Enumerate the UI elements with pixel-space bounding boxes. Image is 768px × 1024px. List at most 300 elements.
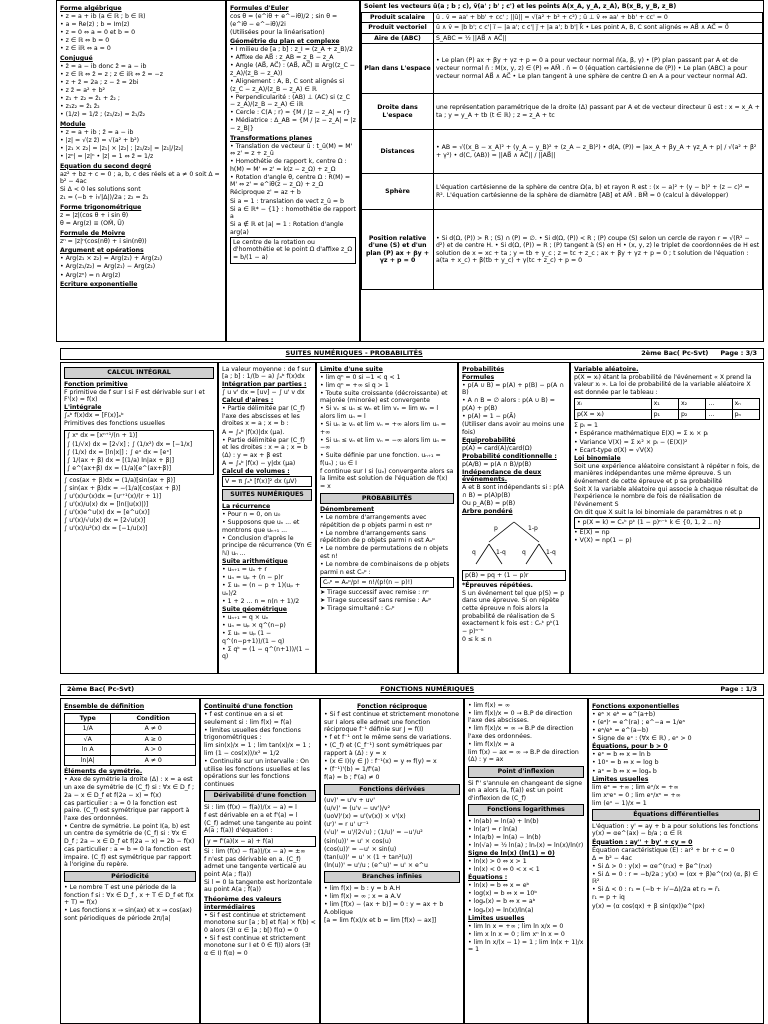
section-title: Fonctions dérivées bbox=[324, 784, 460, 796]
line: • eˣ = b ⇔ x = ln b bbox=[592, 751, 651, 759]
row-content: S_ABC = ½ ||AB⃗ ∧ AC⃗|| bbox=[434, 33, 763, 44]
line: Équations, pour b > 0 bbox=[592, 743, 668, 751]
line: f(a) = b ; f'(a) ≠ 0 bbox=[324, 774, 380, 782]
table-row bbox=[65, 724, 196, 735]
line: • (eᵃ)ʳ = e^(ra) ; e^−a = 1/eᵃ bbox=[592, 719, 685, 727]
table-row bbox=[575, 409, 760, 420]
line: • (C_f) et (C_f⁻¹) sont symétriques par rapport à (Δ) : y = x bbox=[324, 742, 443, 757]
line: A = ∫ₐᵇ |f(x) − y|dx (μa) bbox=[222, 459, 296, 467]
line: • (x ∈ I)(y ∈ J) : f⁻¹(x) = y ⇔ f(y) = x bbox=[324, 757, 437, 765]
line: ➤ Tirage successif sans remise : Aₙᵖ bbox=[320, 596, 432, 604]
line: • Alignement : A, B, C sont alignés si (z_C − z_A)/(z_B − z_A) ∈ ℝ bbox=[230, 78, 345, 93]
line: • uₙ₊₁ = uₙ + r bbox=[222, 566, 267, 573]
col-integral bbox=[60, 362, 218, 674]
line: • Espérance mathématique E(X) = Σ xᵢ × pᵢ bbox=[574, 430, 709, 438]
sheet-integrals-sequences-probability bbox=[0, 348, 768, 674]
line: • z₁z₂ = z̄₁ z̄₂ bbox=[60, 103, 100, 111]
section-title: Fonction réciproque bbox=[357, 703, 427, 710]
line: (uʳ)' = r u' uʳ⁻¹ bbox=[324, 821, 369, 829]
line: • Toute suite croissante (décroissante) et majorée (minorée) est convergente bbox=[320, 389, 448, 405]
tree-label: 1-q bbox=[496, 548, 506, 556]
line: • Si uₙ ≥ vₙ et lim vₙ = +∞ alors lim uₙ = +∞ bbox=[320, 420, 447, 436]
line: Limites usuelles bbox=[592, 775, 649, 783]
row-label: Droite dans L'espace bbox=[362, 94, 434, 130]
line: • ln(x) > 0 ⇔ x > 1 bbox=[468, 858, 527, 866]
row-content: L'équation cartésienne de la sphère de centre Ω(a, b) et rayon R est : (x − a)² + (y − b)² + (z − c)² = R². L'équation cartésienne de la sphère de diamètre [AB] et AM⃗ . BM⃗ = 0 (calcul à développer) bbox=[434, 174, 763, 210]
line: • (f⁻¹)'(b) = 1/f'(a) bbox=[324, 766, 381, 773]
line: • lim ln x = +∞ ; lim ln x/x = 0 bbox=[468, 922, 564, 930]
line: • Le nombre d'arrangements avec répétition de p objets parmi n est nᵖ bbox=[320, 514, 433, 529]
line: ∫ 1/(ax + β) dx = [(1/a) ln|ax + β|] bbox=[67, 456, 175, 464]
table-cell: A ≠ 0 bbox=[111, 755, 196, 766]
line: (uoV)'(x) = u'(v(x)) × v'(x) bbox=[324, 813, 406, 821]
col-exponentials-diff-equations bbox=[588, 698, 764, 1024]
sheet-complex-geometry bbox=[0, 0, 768, 342]
line: lim sin(x)/x = 1 ; lim tan(x)/x = 1 ; lim (1 − cos(x))/x² = 1/2 bbox=[204, 742, 311, 757]
table-cell: xᵢ bbox=[575, 399, 652, 410]
line: Intégration par parties : bbox=[222, 381, 307, 389]
line: • Si f est continue et strictement monotone sur [a ; b] et f(a) × f(b) < 0 alors (∃! α ∈ ]a ; b[) f(α) = 0 bbox=[204, 911, 316, 934]
line: p(A) = card(A)/card(Ω) bbox=[462, 444, 532, 452]
line: • Signe de eˣ : (∀x ∈ ℝ) , eˣ > 0 bbox=[592, 735, 692, 743]
section-title: Transformations planes bbox=[230, 134, 313, 142]
tree-label: q bbox=[472, 548, 476, 556]
line: Si : lim (f(x) − f(a))/(x − a) = ±∞ bbox=[204, 847, 306, 855]
col-integral-sequences bbox=[218, 362, 316, 674]
line: • Le nombre d'arrangements sans répétition de p objets parmi n est Aₙᵖ bbox=[320, 529, 435, 545]
line: • aˣ = b ⇔ x = logₐ b bbox=[592, 767, 657, 775]
table-cell: A ≠ 0 bbox=[111, 724, 196, 735]
line: • lim f(x) = ∞ bbox=[468, 701, 510, 709]
line: • z = a + ib ; z̄ = a − ib bbox=[60, 128, 134, 136]
line: • Translation de vecteur ū : t_ū(M) = M' ⇔ z' = z + z_ū bbox=[230, 142, 353, 158]
line: • uₙ = uₚ × q^(n−p) bbox=[222, 621, 286, 629]
line: f n'est pas dérivable en a. (C_f) admet une tangente verticale au point A(a ; f(a)) bbox=[204, 855, 307, 878]
line: p(A/B) = p(A ∩ B)/p(B) bbox=[462, 460, 532, 468]
line: *Épreuves répétées. bbox=[462, 581, 533, 589]
table-row bbox=[362, 23, 763, 34]
line: • uₙ = uₚ + (n − p)r bbox=[222, 574, 284, 582]
line: • Axe de symétrie la droite (Δ) : x = a est un axe de symétrie de (C_f) si : ∀x ∈ D_f ; 2a − x ∈ D_f et f(2a − x) = f(x) bbox=[64, 776, 195, 799]
line: p(X = xᵢ) étant la probabilité de l'événement « X prend la valeur xᵢ ». La loi de probabilité de la variable aléatoire X est donnée par le tableau : bbox=[574, 373, 752, 396]
line-list bbox=[60, 13, 222, 53]
table-row bbox=[65, 713, 196, 724]
section-title: Équations différentielles bbox=[592, 809, 760, 821]
line: Équation caractéristique (E) : ar² + br + c = 0 bbox=[592, 846, 735, 854]
line: ∫ u'(x)e^u(x) dx = [e^u(x)] bbox=[64, 509, 150, 516]
table-cell: ln|A| bbox=[65, 755, 111, 766]
line: • lim x ln x = 0 ; lim xⁿ ln x = 0 bbox=[468, 930, 565, 938]
line: • Si vₙ ≤ uₙ ≤ wₙ et lim vₙ = lim wₙ = l alors lim uₙ = l bbox=[320, 405, 439, 420]
line: cas particulier : a = 0 la fonction est paire. (C_f) est symétrique par rapport à l'axe des ordonnées. bbox=[64, 799, 190, 822]
row-content: • AB = √((x_B − x_A)² + (y_A − y_B)² + (z_A − z_B)²) • d(A, (P)) = |ax_A + βy_A + γz_A + p| / √(a² + β² + γ²) • d(C, (AB)) = ||AB⃗ ∧ AC⃗|| / ||AB⃗|| bbox=[434, 130, 763, 174]
section-title: Forme trigonométrique bbox=[60, 204, 142, 211]
line: La valeur moyenne : de f sur [a ; b] : 1/(b − a) ∫ₐᵇ f(x)dx bbox=[222, 365, 312, 381]
line: Équations : bbox=[468, 874, 508, 882]
line: • ln(x) = b ⇔ x = eᵇ bbox=[468, 882, 530, 890]
line: lim f(x) − ax = ∞ → B.P de direction (Δ) : y = ax bbox=[468, 748, 579, 764]
section-title: Equation du second degré bbox=[60, 162, 152, 170]
line: (√u)' = u'/(2√u) ; (1/u)' = −u'/u² bbox=[324, 829, 423, 837]
line: cos θ = (e^iθ + e^−iθ)/2 ; sin θ = (e^iθ − e^−iθ)/2i bbox=[230, 13, 338, 28]
line: θ = Arg(z) ≡ (OM̂, Ū) bbox=[60, 220, 125, 228]
section-title: Périodicité bbox=[64, 871, 196, 883]
line: • Arg(z₁/z₂) = Arg(z₁) − Arg(z₂) bbox=[60, 263, 156, 271]
line: Si Δ < 0 les solutions sont bbox=[60, 186, 141, 194]
section-title: Dérivabilité d'une fonction bbox=[204, 790, 316, 802]
section-title: Argument et opérations bbox=[60, 247, 144, 255]
line: Δ = b² − 4ac bbox=[592, 854, 633, 862]
line: 0 ≤ k ≤ n bbox=[462, 635, 492, 643]
table-row bbox=[362, 210, 763, 290]
col-random-variables bbox=[570, 362, 764, 674]
section-title: Formule de Moivre bbox=[60, 229, 126, 237]
sheet-header bbox=[60, 348, 764, 360]
line: • uₙ₊₁ = q × uₙ bbox=[222, 613, 269, 621]
header-level: 2ème Bac( Pc-Svt) bbox=[67, 685, 135, 694]
line: • Les fonctions x → sin(ax) et x → cos(ax) sont périodiques de période 2π/|a| bbox=[64, 907, 192, 922]
table-cell: pₙ bbox=[732, 409, 759, 420]
line: (Utiliser dans avoir au moins une fois) bbox=[462, 420, 565, 436]
line: L'intégrale bbox=[64, 404, 102, 412]
line: Si f'' s'annule en changeant de signe en a alors (a, f(a)) est un point d'inflexion de (C_f) bbox=[468, 779, 583, 802]
line: Suite géométrique bbox=[222, 605, 287, 613]
line: • Si f est continue et strictement monotone sur I et 0 ∈ f(I) alors (∃! α ∈ I) f(α) = 0 bbox=[204, 934, 311, 957]
row-label: Sphère bbox=[362, 174, 434, 210]
line: • z̄ = a − ib donc z̄̄ = a − ib bbox=[60, 62, 147, 70]
line: • lim ln x/(x − 1) = 1 ; lim ln(x + 1)/x = 1 bbox=[468, 938, 584, 954]
space-geometry-table bbox=[361, 12, 763, 291]
line: • Le nombre T est une période de la fonction f si : ∀x ∈ D_f , x + T ∈ D_f et f(x + T) = f(x) bbox=[64, 884, 194, 907]
line: • Ecart-type σ(X) = √V(X) bbox=[574, 446, 654, 454]
line: • Conclusion d'après le principe de récurrence (∀n ∈ ℕ) uₙ ... bbox=[222, 534, 312, 557]
intro-text: Soient les vecteurs ū(a ; b ; c), v̄(a' ; b' ; c') et les points A(x_A, y_A, z_A), B(x_B, y_B, z_B) bbox=[364, 2, 677, 10]
line: • ln(ab) = ln(a) + ln(b) bbox=[468, 817, 539, 825]
sheet-numerical-functions bbox=[0, 684, 768, 1024]
header-page: Page : 1/3 bbox=[720, 685, 757, 694]
line: • z ∈ ℝ ⇔ b = 0 bbox=[60, 37, 110, 45]
row-label: Distances bbox=[362, 130, 434, 174]
line: • lim f(x)/x = 0 → B.P de direction l'axe des abscisses. bbox=[468, 709, 573, 725]
col-probabilities bbox=[458, 362, 570, 674]
line: • |z₁ × z₂| = |z₁| × |z₂| ; |z₁/z₂| = |z₁|/|z₂| bbox=[60, 145, 184, 153]
table-row bbox=[362, 12, 763, 23]
line: • f est continue en a si et seulement si : lim f(x) = f(a) bbox=[204, 711, 292, 726]
line: f est dérivable en a et f'(a) = l bbox=[204, 811, 298, 819]
line: zⁿ = |z|ⁿ(cos(nθ) + i sin(nθ)) bbox=[60, 237, 147, 245]
line: Indépendance de deux événements. bbox=[462, 468, 542, 484]
table-cell: ln A bbox=[65, 745, 111, 756]
line: Probabilités bbox=[462, 365, 505, 373]
section-title: Théorème des valeurs intermédiaires bbox=[204, 895, 282, 911]
table-row bbox=[362, 44, 763, 94]
line: Calcul d'aires : bbox=[222, 397, 274, 405]
line: (C_f) admet une tangente au point A(a ; f(a)) d'équation : bbox=[204, 819, 312, 835]
section-title: PROBABILITÉS bbox=[320, 493, 454, 505]
line: Primitives des fonctions usuelles bbox=[64, 420, 166, 428]
table-row bbox=[362, 174, 763, 210]
line: • ln(a/b) = ln(a) − ln(b) bbox=[468, 833, 541, 841]
line: • z + z̄ = 2a ; z − z̄ = 2bi bbox=[60, 79, 139, 87]
tree-label: 1-q bbox=[546, 548, 556, 556]
table-row bbox=[65, 734, 196, 745]
line: ∫ cos(ax + β)dx = (1/a)[sin(ax + β)] bbox=[64, 476, 176, 484]
col-limits-counting bbox=[316, 362, 458, 674]
line: • 10ˣ = b ⇔ x = log b bbox=[592, 759, 659, 767]
table-cell: √A bbox=[65, 734, 111, 745]
line: Si a ∉ ℝ et |a| = 1 : Rotation d'angle arg(a) bbox=[230, 221, 344, 236]
line: • Partie délimitée par (C_f) et les droites : x = a ; x = b (Δ) : y = ax + β est bbox=[222, 436, 308, 459]
line: • Σ qᵏ = (1 − q^(n+1))/(1 − q) bbox=[222, 645, 310, 661]
line: A = ∫ₐᵇ |f(x)|dx (μa). bbox=[222, 428, 285, 436]
table-cell: xₙ bbox=[732, 399, 759, 410]
line: Loi binomiale bbox=[574, 454, 621, 462]
line: (uv)' = u'v + uv' bbox=[324, 797, 375, 805]
line: ∫ xⁿ dx = [xⁿ⁺¹/(n + 1)] bbox=[67, 432, 138, 440]
line: Equiprobabilité bbox=[462, 436, 516, 444]
line: [a = lim f(x)/x et b = lim [f(x) − ax]] bbox=[324, 916, 437, 924]
line: ∫ₐᵇ f(x)dx = [F(x)]ₐᵇ bbox=[64, 412, 124, 420]
line: • Suite définie par une fonction. uₙ₊₁ = f(uₙ) ; u₀ ∈ I bbox=[320, 452, 441, 467]
col-continuity-derivability bbox=[200, 698, 320, 1024]
section-title: Point d'inflexion bbox=[468, 766, 584, 778]
line: • Si Δ = 0 : r = −b/2a ; y(x) = (αx + β)e^(rx) (α, β) ∈ ℝ² bbox=[592, 870, 759, 886]
line: Si l = 0 la tangente est horizontale au point A(a ; f(a)) bbox=[204, 878, 312, 894]
sheet-header bbox=[60, 684, 764, 696]
section-title: Forme algébrique bbox=[60, 5, 122, 12]
table-row bbox=[65, 755, 196, 766]
table-cell: A ≥ 0 bbox=[111, 734, 196, 745]
section-title: Fonctions logarithmes bbox=[468, 804, 584, 816]
line: • |z| = √(z z̄) = √(a² + b²) bbox=[60, 137, 140, 144]
row-content: une représentation paramétrique de la droite (Δ) passant par A et de vecteur directeur ū est : x = x_A + ta ; y = y_A + tb (t ∈ ℝ) ; z = z_A + tc bbox=[434, 94, 763, 130]
line: • Si f est continue et strictement monotone sur I alors elle admet une fonction réciproque f⁻¹ définie sur J = f(I) bbox=[324, 711, 460, 734]
table-cell: p₁ bbox=[651, 409, 678, 420]
col-space-geometry bbox=[360, 0, 764, 342]
section-title: Éléments de symétrie. bbox=[64, 768, 143, 776]
line: • a = Re(z) ; b = Im(z) bbox=[60, 21, 130, 29]
line: • Centre de symétrie. Le point I(a, b) est un centre de symétrie de (C_f) si : ∀x ∈ D_f ; 2a − x ∈ D_f et f(2a − x) = 2b − f(x) bbox=[64, 822, 195, 845]
line: ∫ (1/√x) dx = [2√x] ; ∫ (1/x²) dx = [−1/x] bbox=[67, 440, 193, 448]
line: (ln(u))' = u'/u ; (e^u)' = u' × e^u bbox=[324, 861, 428, 869]
line: • Continuité sur un intervalle : On utilise les fonctions usuelles et les opérations sur les fonctions continues bbox=[204, 757, 310, 788]
line: A et B sont indépendants si : p(A ∩ B) = p(A)p(B) bbox=[462, 484, 564, 499]
header-level: 2ème Bac( Pc-Svt) bbox=[641, 349, 709, 358]
line: • Si Δ < 0 : r₁ = (−b + i√−Δ)/2a et r₂ = r̄₁ bbox=[592, 886, 720, 894]
col-logarithms bbox=[464, 698, 588, 1024]
line: Ou p_A(B) = p(B) bbox=[462, 500, 516, 508]
table-row bbox=[362, 130, 763, 174]
line: y = f'(a)(x − a) + f(a) bbox=[204, 836, 316, 848]
line: ∫ u'(x)uʳ(x)dx = [uʳ⁺¹(x)/(r + 1)] bbox=[64, 492, 162, 500]
section-title: Branches infinies bbox=[324, 871, 460, 883]
tree-label: p bbox=[494, 524, 498, 532]
line: Σ pᵢ = 1 bbox=[574, 422, 598, 430]
row-label: Position relative d'une (S) et d'un plan (P) ax + βy + γz + p = 0 bbox=[362, 210, 434, 290]
table-cell: x₂ bbox=[678, 399, 705, 410]
line: Équation : ay'' + by' + cy = 0 bbox=[592, 838, 693, 846]
table-cell: p₂ bbox=[678, 409, 705, 420]
line: • p(X = k) = Cₙᵏ pᵏ (1 − p)ⁿ⁻ᵏ k ∈ {0, 1, 2 .. n} bbox=[574, 517, 760, 529]
line: • lim qⁿ = 0 si −1 < q < 1 bbox=[320, 373, 401, 381]
line: • E(X) = np bbox=[574, 529, 610, 537]
line: • 1 + 2 ... n = n(n + 1)/2 bbox=[222, 597, 300, 605]
table-cell: ... bbox=[706, 399, 732, 410]
line: • Cercle : C(A ; r) = {M / |z − z_A| = r} bbox=[230, 109, 351, 117]
line: • Médiatrice : Δ_AB = {M / |z − z_A| = |z − z_B|} bbox=[230, 117, 356, 132]
line: • Σ uₖ = uₚ (1 − q^(n−p+1))/(1 − q) bbox=[222, 630, 285, 645]
line: y(x) = (α cos(qx) + β sin(qx))e^(px) bbox=[592, 902, 705, 910]
line: • |zⁿ| = |z|ⁿ • |z| = 1 ⇔ z̄ = 1/z bbox=[60, 153, 154, 161]
line: • f et f⁻¹ ont le même sens de variations. bbox=[324, 734, 452, 742]
line: p(B) = pq + (1 − p)r bbox=[462, 570, 566, 582]
section-title: Ecriture exponentielle bbox=[60, 281, 138, 289]
line: • A ∩ B = ∅ alors : p(A ∪ B) = p(A) + p(B) bbox=[462, 397, 555, 412]
line: Si a ∈ ℝ* − {1} : homothétie de rapport a bbox=[230, 205, 356, 221]
header-title: FONCTIONS NUMÉRIQUES bbox=[380, 685, 475, 694]
line: • eᵃ/eᵇ = e^(a−b) bbox=[592, 727, 649, 735]
line: ∫ e^(ax+β) dx = (1/a)[e^(ax+β)] bbox=[67, 464, 172, 472]
line: • lim f(x) = b : y = b A.H bbox=[324, 884, 401, 892]
line: • logₐ(x) = b ⇔ x = aᵇ bbox=[468, 898, 536, 906]
section-title: SUITES NUMÉRIQUES bbox=[222, 489, 312, 501]
line: • Si uₙ ≤ vₙ et lim vₙ = −∞ alors lim uₙ = −∞ bbox=[320, 436, 447, 452]
table-row bbox=[362, 94, 763, 130]
table-cell: p(X = xᵢ) bbox=[575, 409, 652, 420]
row-content: • Le plan (P) ax + βy + γz + p = 0 a pour vecteur normal n̄(a, β, γ) • (P) plan passant par A et de vecteur normal n̄ : M(x, y, z) ∈ (P) ⇔ AM⃗ . n̄ = 0 (équation cartésienne de (P)) • Le plan (ABC) a pour vecteur normal AB⃗ ∧ AC⃗ • Le plan tangent à une sphère de centre Ω en A a pour vecteur normal AΩ⃗. bbox=[434, 44, 763, 94]
line: f continue sur I si (uₙ) convergente alors sa la limite est solution de l'équation de f(x) = x bbox=[320, 467, 454, 490]
line: Formules bbox=[462, 373, 495, 381]
line: z₁ = (−b + i√|Δ|)/2a ; z₂ = z̄₁ bbox=[60, 194, 149, 202]
line: az² + bz + c = 0 ; a, b, c des réels et a ≠ 0 soit Δ = b² − 4ac bbox=[60, 170, 220, 186]
tree-label: 1-p bbox=[528, 524, 538, 532]
row-content: • Si d(Ω, (P)) > R ; (S) ∩ (P) = ∅. • Si d(Ω, (P)) < R ; (P) coupe (S) selon un cercle de rayon r = √(R² − d²) et de centre H. • Si d(Ω, (P)) = R ; (P) tangent à (S) en H • (x, y, z) le triplet de coordonnées de H est solution de x = xc + ta ; y = tb + y_c ; z = tc + z_c ; ax + βy + γz + p = 0 ; t solution de l'équation : a(ta + x_c) + β(tb + y_c) + γ(tc + z_c) + p = 0 bbox=[434, 210, 763, 290]
table-row bbox=[65, 745, 196, 756]
line: Probabilité conditionnelle : bbox=[462, 452, 557, 460]
line: • Arg(z₁ × z₂) = Arg(z₁) + Arg(z₂) bbox=[60, 255, 163, 263]
line: Signe de ln(x) (ln(1) = 0) bbox=[468, 850, 555, 858]
row-label: Plan dans L'espace bbox=[362, 44, 434, 94]
line: • Affixe de AB⃗ : z_AB = z_B − z_A bbox=[230, 54, 334, 62]
line: • z ∈ iℝ ⇔ a = 0 bbox=[60, 45, 111, 53]
section-title: Continuité d'une fonction bbox=[204, 703, 293, 710]
line: ∫ (1/x) dx = [ln|x|] ; ∫ eˣ dx = [eˣ] bbox=[67, 448, 172, 456]
line: • Homothétie de rapport k, centre Ω : h(M) = M' ⇔ z' = k(z − z_Ω) + z_Ω bbox=[230, 158, 347, 173]
line: • Rotation d'angle θ, centre Ω : R(M) = M' ⇔ z' = e^iθ(z − z_Ω) + z_Ω bbox=[230, 173, 351, 189]
section-subtitle: Fonction primitive bbox=[64, 380, 128, 388]
header-title: SUITES NUMÉRIQUES - PROBABILITÉS bbox=[285, 349, 423, 358]
line: • lim f(x)/x = a bbox=[468, 740, 515, 748]
table-cell: x₁ bbox=[651, 399, 678, 410]
col-euler-transformations bbox=[226, 0, 360, 342]
line: • ln(aʳ) = r ln(a) bbox=[468, 825, 518, 833]
section-title: Conjugué bbox=[60, 54, 93, 62]
line: ∫ u'(x)/u²(x) dx = [−1/u(x)] bbox=[64, 525, 148, 533]
line: • ln(√a) = ½ ln(a) ; lnᵣ(x) = ln(x)/ln(r) bbox=[468, 842, 584, 849]
line: r₁ = p + iq bbox=[592, 894, 625, 902]
probability-tree-diagram bbox=[464, 518, 564, 568]
line: • lim qⁿ = +∞ si q > 1 bbox=[320, 381, 389, 389]
line: lim eˣ = +∞ ; lim eˣ/x = +∞ bbox=[592, 783, 679, 791]
row-content: ū ∧ v̄ = |b b'; c c'| i⃗ − |a a'; c c'| j⃗ + |a a'; b b'| k⃗ • Les point A, B, C sont alignés ⇔ AB⃗ ∧ AC⃗ = 0⃗ bbox=[434, 23, 763, 34]
line: Si : lim (f(x) − f(a))/(x − a) = l bbox=[204, 803, 297, 811]
line: • eᵃ × eᵇ = e^(a+b) bbox=[592, 711, 656, 719]
section-title: Formules d'Euler bbox=[230, 5, 289, 12]
line: • limites usuelles des fonctions trigonométriques : bbox=[204, 726, 301, 742]
line: (u/v)' = (u'v − uv')/v² bbox=[324, 805, 391, 813]
line: (sin(u))' = u' × cos(u) bbox=[324, 837, 392, 845]
line: F primitive de f sur I si F est dérivable sur I et F'(x) = f(x) bbox=[64, 388, 205, 404]
line: lim xⁿeˣ = 0 ; lim eˣ/xⁿ = +∞ bbox=[592, 791, 681, 799]
line: z = |z|(cos θ + i sin θ) bbox=[60, 212, 129, 220]
line: Le centre de la rotation ou d'homothétie et le point Ω d'affixe z_Ω = b/(1 − a) bbox=[230, 237, 356, 264]
line: • (1/z) = 1/z̄ ; (z₁/z₂) = z̄₁/z̄₂ bbox=[60, 111, 146, 119]
line: lim (eˣ − 1)/x = 1 bbox=[592, 799, 647, 807]
line: ∫ u'(x)/√u(x) dx = [2√u(x)] bbox=[64, 517, 146, 525]
line: Dénombrement bbox=[320, 506, 375, 514]
table-cell: ... bbox=[706, 409, 732, 420]
domain-table bbox=[64, 713, 196, 767]
line: S un événement tel que p(S) = p dans une épreuve. Si on répète cette épreuve n fois alors la probabilité de réalisation de S exactement k fois est : Cₙᵏ pᵏ(1 − p)ⁿ⁻ᵏ bbox=[462, 589, 565, 635]
line: • ln(x) < 0 ⇔ 0 < x < 1 bbox=[468, 866, 540, 874]
line: • Perpendicularité : (AB) ⊥ (AC) si (z_C − z_A)/(z_B − z_A) ∈ iℝ bbox=[230, 93, 350, 109]
line: • Pour n = 0, on u₀ bbox=[222, 511, 281, 519]
section-title: Géométrie du plan et complexe bbox=[230, 38, 340, 46]
line: • Partie délimitée par (C_f) l'axe des abscisses et les droites x = a ; x = b : bbox=[222, 405, 305, 428]
row-label: Produit scalaire bbox=[362, 12, 434, 23]
line: Arbre pondéré bbox=[462, 508, 513, 516]
line: Suite arithmétique bbox=[222, 557, 288, 565]
line: • p(A ∪ B) = p(A) + p(B) − p(A ∩ B) bbox=[462, 381, 564, 397]
row-content: ū . v̄ = aa' + bb' + cc' ; ||ū|| = √(a² + b² + c²) ; ū ⊥ v̄ ⇔ aa' + bb' + cc' = 0 bbox=[434, 12, 763, 23]
line: V = π ∫ₐᵇ [f(x)]² dx (μV) bbox=[222, 476, 312, 488]
line: • log(x) = b ⇔ x = 10ᵇ bbox=[468, 890, 538, 898]
line: • z ∈ ℝ ⇔ z̄ = z ; z ∈ iℝ ⇔ z̄ = −z bbox=[60, 71, 163, 78]
line: ∫ u'(x)/u(x) dx = [ln(|u(x)|)] bbox=[64, 500, 149, 508]
line: ∫ sin(ax + β)dx = −(1/a)[cos(ax + β)] bbox=[64, 484, 181, 492]
line: Limites usuelles bbox=[468, 914, 525, 922]
line: • z₁ + z₂ = z̄₁ + z̄₂ ; bbox=[60, 95, 120, 103]
line: Si a = 1 : translation de vect z_ū = b bbox=[230, 197, 344, 205]
line: • lim f(x)/x = ∞ → B.P de direction l'axe des ordonnées. bbox=[468, 725, 574, 740]
section-title: Fonctions exponentielles bbox=[592, 703, 680, 710]
line: ➤ Tirage simultané : Cₙᵖ bbox=[320, 604, 395, 612]
line: • Σ uₖ = (n − p + 1)(uₚ + uₙ)/2 bbox=[222, 582, 301, 597]
line: ∫ u v' dx = [uv] − ∫ u' v dx bbox=[222, 389, 305, 397]
line: (Utilisées pour la linéarisation) bbox=[230, 28, 325, 36]
primitives-box bbox=[64, 430, 214, 475]
line: • lim f(x) = ∞ ; x = a A.V bbox=[324, 892, 401, 900]
table-cell: 1/A bbox=[65, 724, 111, 735]
line: • I milieu de [a ; b] : z_I = (z_A + z_B)/2 bbox=[230, 46, 353, 54]
table-cell: Type bbox=[65, 713, 111, 724]
row-label: Produit vectoriel bbox=[362, 23, 434, 34]
line: L'équation : y' = ay + b a pour solutions les fonctions y(x) = αe^(ax) − b/a ; α ∈ ℝ bbox=[592, 822, 759, 838]
section-title: Ensemble de définition bbox=[64, 703, 145, 710]
line: • Arg(zⁿ) = n Arg(z) bbox=[60, 271, 121, 279]
line: • z = a + ib (a ∈ ℝ ; b ∈ ℝ) bbox=[60, 13, 146, 21]
table-cell: A > 0 bbox=[111, 745, 196, 756]
tree-label: q bbox=[522, 548, 526, 556]
line: • z = 0 ⇔ a = 0 et b = 0 bbox=[60, 29, 136, 37]
line: Soit une expérience aléatoire consistant à répéter n fois, de manières indépendantes une même épreuve. S un événement de cette épreuve et p sa probabilité bbox=[574, 462, 760, 485]
line: Réciproque z' = az + b bbox=[230, 189, 301, 197]
line: • V(X) = np(1 − p) bbox=[574, 537, 632, 545]
line: Limite d'une suite bbox=[320, 365, 383, 373]
col-complex-numbers bbox=[56, 0, 226, 342]
line: • logₐ(x) = ln(x)/ln(a) bbox=[468, 906, 534, 914]
col-domain-symmetry bbox=[60, 698, 200, 1024]
